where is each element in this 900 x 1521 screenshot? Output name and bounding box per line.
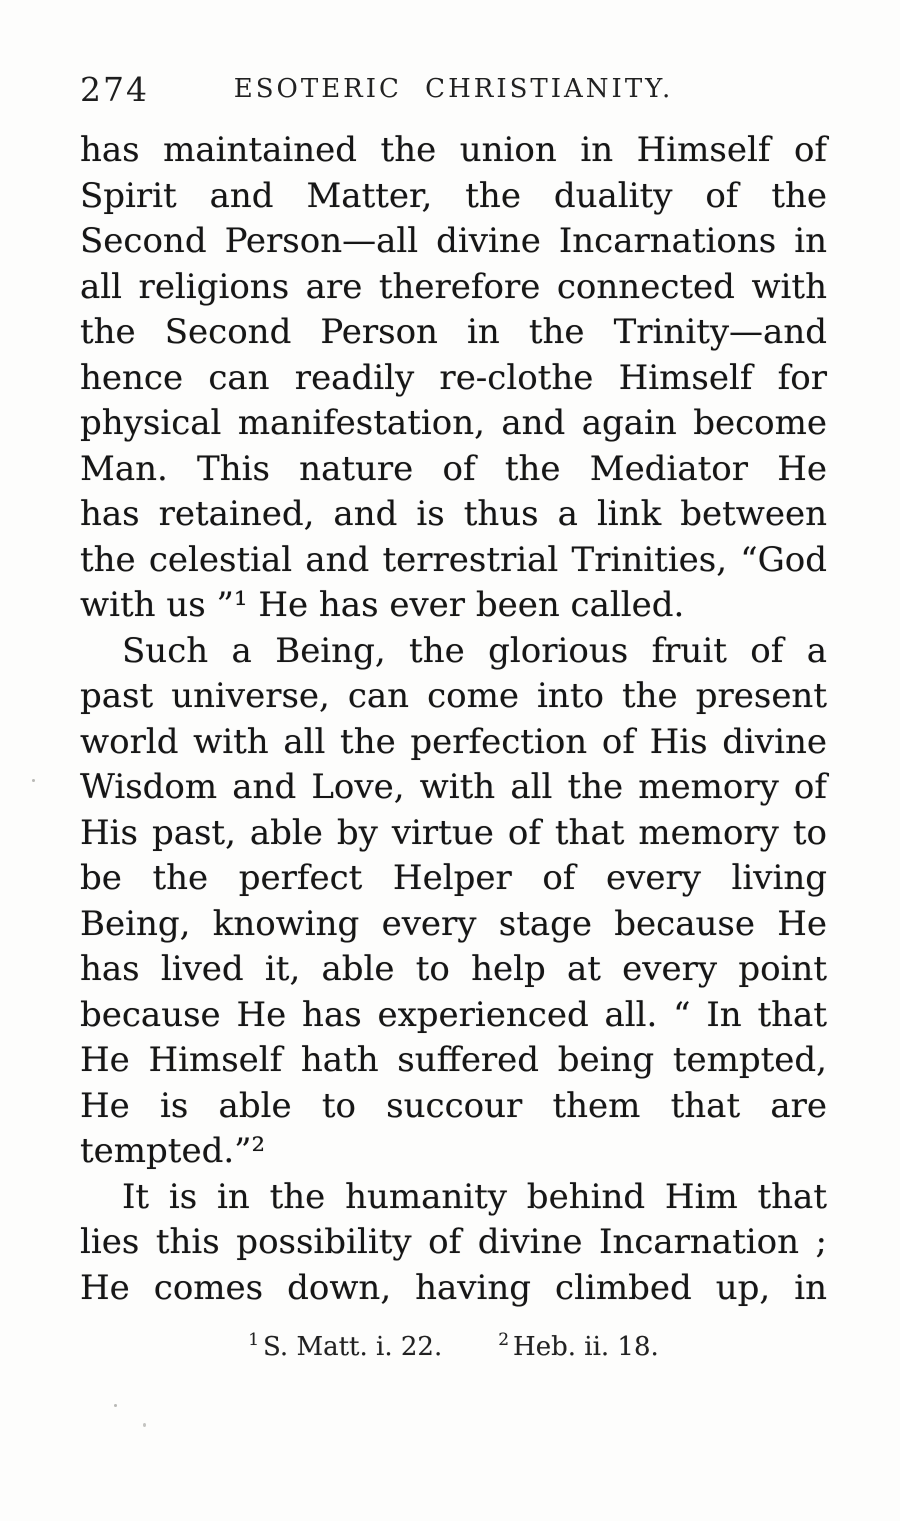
footnote-1 xyxy=(248,1330,442,1362)
text-line: past universe, can come into the present xyxy=(80,676,827,716)
paragraph xyxy=(80,128,827,629)
text-line: has retained, and is thus a link between xyxy=(80,494,827,534)
paragraph xyxy=(80,629,827,1175)
text-line: Such a Being, the glorious fruit of a xyxy=(122,630,827,671)
text-line: be the perfect Helper of every living xyxy=(80,858,827,898)
footnote-text: Heb. ii. 18. xyxy=(513,1332,659,1362)
footnote-text: S. Matt. i. 22. xyxy=(263,1332,443,1362)
text-line: all religions are therefore connected with xyxy=(80,266,827,307)
text-line: the Second Person in the Trinity—and xyxy=(80,312,827,352)
text-line: the celestial and terrestrial Trinities, “God xyxy=(80,539,827,580)
text-line: He is able to succour them that are xyxy=(80,1085,827,1126)
text-line: Wisdom and Love, with all the memory of xyxy=(80,767,827,807)
page-body xyxy=(80,128,827,1311)
text-line: Second Person—all divine Incarnations in xyxy=(80,221,827,261)
text-line: tempted.”² xyxy=(80,1131,266,1171)
text-line: His past, able by virtue of that memory to xyxy=(80,812,827,853)
scan-speck xyxy=(32,779,35,782)
text-line: has lived it, able to help at every point xyxy=(80,949,827,989)
text-line: Man. This nature of the Mediator He xyxy=(80,448,827,489)
running-title: ESOTERIC CHRISTIANITY. xyxy=(233,74,674,104)
scan-speck xyxy=(143,1423,146,1427)
text-line: It is in the humanity behind Him that xyxy=(122,1176,827,1217)
text-line: Being, knowing every stage because He xyxy=(80,903,827,944)
text-line: lies this possibility of divine Incarnation ; xyxy=(80,1222,827,1262)
text-line: physical manifestation, and again become xyxy=(80,403,827,443)
page-number: 274 xyxy=(80,70,149,109)
text-line: He comes down, having climbed up, in xyxy=(80,1267,827,1308)
footnote-2 xyxy=(498,1330,659,1362)
footnote-marker: 2 xyxy=(498,1330,510,1350)
footnotes xyxy=(80,1330,827,1362)
text-line: because He has experienced all. “ In that xyxy=(80,994,827,1035)
text-line: world with all the perfection of His divine xyxy=(80,721,827,762)
paragraph xyxy=(80,1175,827,1312)
scan-speck xyxy=(114,1404,117,1407)
footnote-marker: 1 xyxy=(248,1330,260,1350)
text-line: He Himself hath suffered being tempted, xyxy=(80,1040,827,1080)
running-head xyxy=(80,68,827,108)
text-line: hence can readily re-clothe Himself for xyxy=(80,357,827,398)
text-line: has maintained the union in Himself of xyxy=(80,130,827,170)
text-line: Spirit and Matter, the duality of the xyxy=(80,175,827,216)
text-line: with us ”¹ He has ever been called. xyxy=(80,585,685,625)
